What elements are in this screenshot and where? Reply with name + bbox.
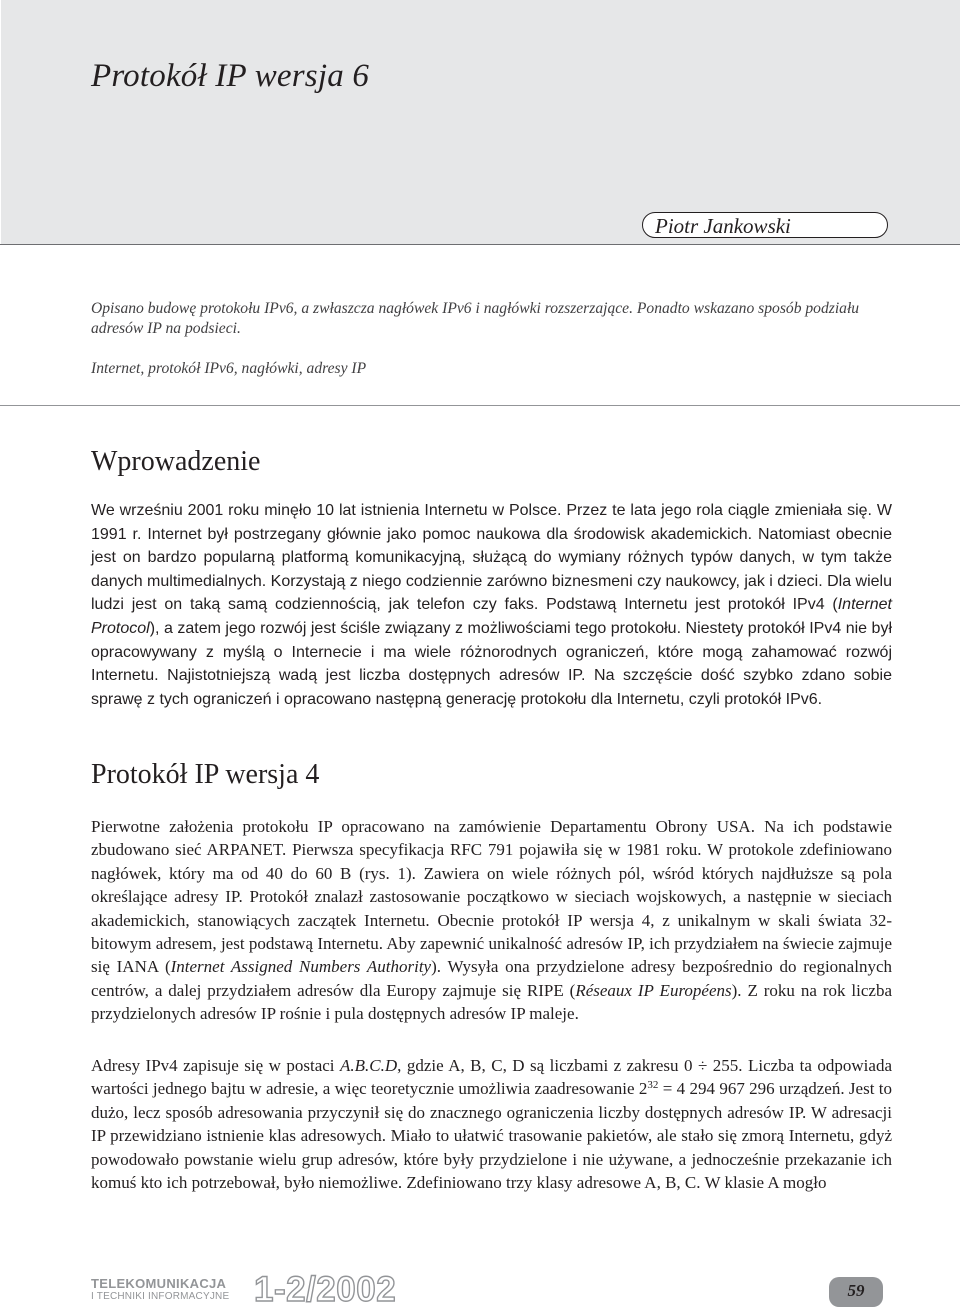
journal-name-line-2: I TECHNIKI INFORMACYJNE — [91, 1291, 230, 1302]
section-title-wprowadzenie: Wprowadzenie — [91, 446, 261, 477]
text-run: We wrześniu 2001 roku minęło 10 lat istnienia Internetu w Polsce. Przez te lata jego rola ciągle zmieniała się. W 1991 r. Internet był postrzegany głównie jako pomoc naukowa dla środowisk akademickich. Natomiast obecnie jest on bardzo popularną platformą komunikacyjną, służącą do wymiany różnych typów danych, w tym także danych multimedialnych. Korzystają z niego codziennie zarówno biznesmeni czy naukowcy, jak i dzieci. Dla wielu ludzi jest on taką samą codziennością, jak telefon czy faks. Podstawą Internetu jest protokół IPv4 ( — [91, 502, 892, 614]
issue-number: 1-2/2002 — [254, 1270, 397, 1309]
text-run: = 4 294 967 296 urządzeń. Jest to dużo, lecz sposób adresowania przyczynił się do znacznego ograniczenia liczby dostępnych adresów IP. W adresacji IP przewidziano istnienie klas adresowych. Miało to ułatwić trasowanie pakietów, ale stało się zmorą Internetu, gdyż powodowało powstanie wielu grup adresów, które były przydzielone i nie używane, a jednocześnie przekazanie ich komuś kto ich potrzebował, było niemożliwe. Zdefiniowano trzy klasy adresowe A, B, C. W klasie A mogło — [91, 1079, 892, 1193]
text-run: , gdzie A, B, C, D są liczbami z zakresu 0 ÷ 255. Liczba ta odpowiada wartości jednego bajtu w adresie, a więc teoretycznie umożliwia zaadresowanie 2 — [91, 1056, 892, 1099]
author-name: Piotr Jankowski — [655, 214, 791, 238]
section-title-ipv4: Protokół IP wersja 4 — [91, 759, 320, 790]
exponent: 32 — [647, 1079, 659, 1092]
ipv4-paragraph-1 — [91, 815, 892, 1026]
text-run: ). Wysyła ona przydzielone adresy bezpośrednio do regionalnych centrów, a dalej przydziałem adresów dla Europy zajmuje się RIPE ( — [91, 957, 892, 1000]
italic-term: Internet Assigned Numbers Authority — [170, 957, 432, 977]
text-run: Adresy IPv4 zapisuje się w postaci — [91, 1056, 340, 1075]
italic-term: Réseaux IP Européens — [575, 980, 732, 1000]
text-run: Pierwotne założenia protokołu IP opracowano na zamówienie Departamentu Obrony USA. Na ich podstawie zbudowano sieć ARPANET. Pierwsza specyfikacja RFC 791 pojawiła się w 1981 roku. W protokole zdefiniowano nagłówek, który ma od 40 do 60 B (rys. 1). Zawiera on wiele różnych pól, wśród których najdłuższe są pola określające adresy IP. Protokół znalazł zastosowanie początkowo w sieciach wojskowych, a następnie w sieciach akademickich, stanowiących zaczątek Internetu. Obecnie protokół IP wersja 4, z unikalnym w skali świata 32-bitowym adresem, jest podstawą Internetu. Aby zapewnić unikalność adresów IP, ich przydziałem na świecie zajmuje się IANA ( — [91, 817, 892, 977]
abstract: Opisano budowę protokołu IPv6, a zwłaszcza nagłówek IPv6 i nagłówki rozszerzające. Ponadto wskazano sposób podziału adresów IP na podsieci. — [91, 300, 860, 337]
ipv4-paragraph-2 — [91, 1054, 892, 1194]
page-number-badge — [829, 1277, 883, 1307]
page-number: 59 — [847, 1281, 865, 1300]
intro-paragraph — [91, 499, 892, 711]
text-run: ). Z roku na rok liczba przydzielonych adresów IP rośnie i pula dostępnych adresów IP maleje. — [91, 980, 892, 1024]
keywords: Internet, protokół IPv6, nagłówki, adresy IP — [91, 360, 367, 377]
italic-term: Internet Protocol — [91, 596, 892, 637]
italic-term: A.B.C.D — [340, 1056, 398, 1075]
author-box — [642, 212, 888, 238]
text-run: ), a zatem jego rozwój jest ściśle związany z możliwościami tego protokołu. Niestety protokół IPv4 nie był opracowywany z myślą o Internecie i ma wiele różnorodnych ograniczeń, które mogą zahamować rozwój Internetu. Najistotniejszą wadą jest liczba dostępnych adresów IP. Na szczęście dość szybko zdano sobie sprawę z tych ograniczeń i opracowano następną generację protokołu dla Internetu, czyli protokół IPv6. — [91, 619, 892, 708]
article-header-band — [0, 0, 960, 245]
journal-name-line-1: TELEKOMUNIKACJA — [91, 1276, 227, 1291]
article-title: Protokół IP wersja 6 — [91, 58, 370, 94]
section-divider — [0, 405, 960, 406]
